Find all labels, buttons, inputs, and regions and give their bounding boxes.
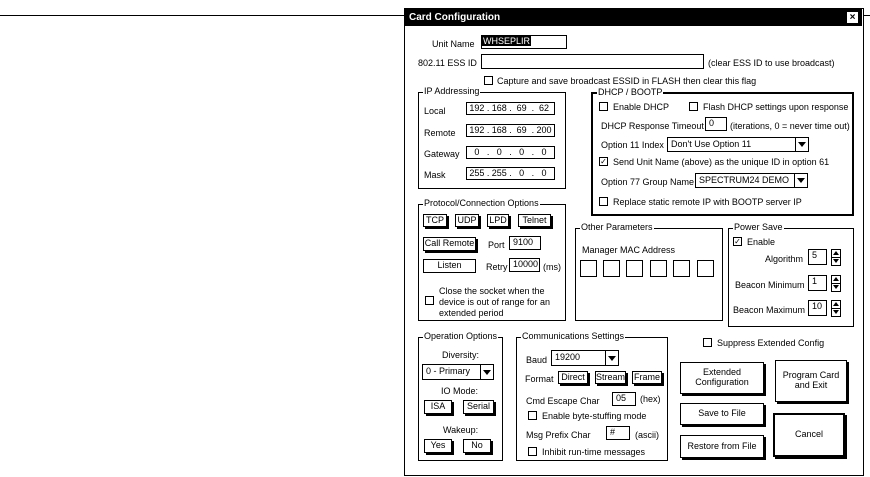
power-save-enable-checkbox[interactable]: ✓ xyxy=(734,237,741,246)
ip-octet: 69 xyxy=(516,103,527,113)
dhcp-timeout-input[interactable]: 0 xyxy=(705,117,727,131)
extended-config-label-1: Extended xyxy=(702,367,742,378)
baud-value: 19200 xyxy=(555,352,581,362)
retry-label: Retry xyxy=(486,262,508,272)
msg-prefix-input[interactable]: # xyxy=(606,426,630,440)
mac-octet-4-input[interactable] xyxy=(650,260,667,277)
close-socket-label-2: device is out of range for an xyxy=(439,297,551,307)
escape-char-input[interactable]: 05 xyxy=(612,392,636,406)
mask-label: Mask xyxy=(424,170,446,180)
mac-octet-5-input[interactable] xyxy=(673,260,690,277)
option77-value: SPECTRUM24 DEMO xyxy=(699,175,790,185)
ip-octet: 69 xyxy=(516,125,527,135)
listen-button[interactable]: Listen xyxy=(423,259,476,273)
option77-label: Option 77 Group Name xyxy=(601,177,695,187)
save-to-file-button[interactable]: Save to File xyxy=(680,403,764,425)
program-card-label-1: Program Card xyxy=(782,370,840,381)
ip-octet: 168 xyxy=(491,103,507,113)
ip-octet: 0 xyxy=(519,147,525,157)
escape-char-label: Cmd Escape Char xyxy=(526,396,600,406)
manager-mac-label: Manager MAC Address xyxy=(582,245,676,255)
ip-octet: 0 xyxy=(541,168,547,178)
algorithm-input[interactable]: 5 xyxy=(808,249,827,265)
unit-name-input[interactable] xyxy=(481,35,567,49)
chevron-down-icon[interactable] xyxy=(832,258,840,266)
replace-remote-ip-checkbox[interactable] xyxy=(599,197,608,206)
chevron-down-icon[interactable] xyxy=(605,351,618,365)
ess-id-hint: (clear ESS ID to use broadcast) xyxy=(708,58,835,68)
program-card-button[interactable] xyxy=(775,360,847,402)
lpd-button[interactable]: LPD xyxy=(487,214,509,227)
port-label: Port xyxy=(488,240,505,250)
wakeup-no-button[interactable]: No xyxy=(463,439,491,453)
format-frame-button[interactable]: Frame xyxy=(632,371,662,384)
option77-select[interactable] xyxy=(695,173,808,188)
option11-value: Don't Use Option 11 xyxy=(671,139,752,149)
ip-octet: 192 xyxy=(469,125,485,135)
restore-from-file-button[interactable]: Restore from File xyxy=(680,435,764,458)
extended-config-button[interactable] xyxy=(680,362,764,394)
chevron-down-icon[interactable] xyxy=(832,309,840,317)
retry-unit: (ms) xyxy=(543,262,561,272)
comm-settings-title: Communications Settings xyxy=(522,331,625,341)
beacon-max-input[interactable]: 10 xyxy=(808,300,827,316)
program-card-label-2: and Exit xyxy=(794,380,828,390)
beacon-min-label: Beacon Minimum xyxy=(735,280,805,290)
local-label: Local xyxy=(424,106,446,116)
inhibit-messages-checkbox[interactable] xyxy=(528,447,537,456)
capture-essid-checkbox[interactable] xyxy=(484,76,493,85)
retry-input[interactable]: 10000 xyxy=(509,258,540,272)
close-icon[interactable]: × xyxy=(847,12,858,23)
dhcp-timeout-hint: (iterations, 0 = never time out) xyxy=(730,121,850,131)
gateway-label: Gateway xyxy=(424,149,460,159)
remote-label: Remote xyxy=(424,128,456,138)
option11-select[interactable] xyxy=(667,137,809,152)
beacon-max-label: Beacon Maximum xyxy=(733,305,806,315)
power-save-title: Power Save xyxy=(734,222,783,232)
local-ip-input[interactable]: 192 . 168 . 69 . 62 xyxy=(466,102,555,115)
beacon-min-stepper[interactable] xyxy=(831,275,841,292)
tcp-button[interactable]: TCP xyxy=(423,214,447,227)
capture-essid-label: Capture and save broadcast ESSID in FLASH then clear this flag xyxy=(497,76,757,86)
send-unit-name-checkbox[interactable]: ✓ xyxy=(600,157,607,166)
ip-octet: 62 xyxy=(539,103,550,113)
beacon-min-input[interactable]: 1 xyxy=(808,275,827,291)
ip-octet: 200 xyxy=(536,125,552,135)
chevron-down-icon[interactable] xyxy=(832,284,840,292)
format-label: Format xyxy=(525,374,554,384)
ip-octet: 168 xyxy=(491,125,507,135)
dhcp-timeout-label: DHCP Response Timeout xyxy=(601,121,704,131)
suppress-extended-checkbox[interactable] xyxy=(703,338,712,347)
extended-config-label-2: Configuration xyxy=(695,377,749,387)
call-remote-button[interactable]: Call Remote xyxy=(423,237,476,251)
ip-octet: 192 xyxy=(469,103,485,113)
mac-octet-2-input[interactable] xyxy=(603,260,620,277)
ip-octet: 0 xyxy=(496,147,502,157)
mac-octet-1-input[interactable] xyxy=(580,260,597,277)
suppress-extended-label: Suppress Extended Config xyxy=(717,338,825,348)
diversity-label: Diversity: xyxy=(442,350,480,360)
remote-ip-input[interactable]: 192 . 168 . 69 . 200 xyxy=(466,124,555,137)
chevron-up-icon[interactable] xyxy=(832,250,840,258)
ip-octet: 255 xyxy=(491,168,507,178)
beacon-max-stepper[interactable] xyxy=(831,300,841,317)
byte-stuffing-checkbox[interactable] xyxy=(528,411,537,420)
diversity-value: 0 - Primary xyxy=(426,366,471,376)
escape-char-unit: (hex) xyxy=(640,394,661,404)
replace-remote-ip-label: Replace static remote IP with BOOTP server IP xyxy=(613,197,802,207)
ip-octet: 255 xyxy=(469,168,485,178)
close-socket-label-1: Close the socket when the xyxy=(439,286,545,296)
msg-prefix-label: Msg Prefix Char xyxy=(526,430,591,440)
operation-options-title: Operation Options xyxy=(424,331,498,341)
algorithm-stepper[interactable] xyxy=(831,249,841,266)
mac-octet-6-input[interactable] xyxy=(697,260,714,277)
unit-name-label: Unit Name xyxy=(432,39,475,49)
chevron-down-icon[interactable] xyxy=(795,138,808,151)
ip-octet: 0 xyxy=(474,147,480,157)
format-direct-button[interactable]: Direct xyxy=(558,371,588,384)
ip-addressing-title: IP Addressing xyxy=(424,86,480,96)
chevron-up-icon[interactable] xyxy=(832,276,840,284)
close-socket-checkbox[interactable] xyxy=(425,296,434,305)
ess-id-input[interactable] xyxy=(481,54,704,69)
algorithm-label: Algorithm xyxy=(765,254,804,264)
diversity-select[interactable] xyxy=(422,364,494,380)
other-params-title: Other Parameters xyxy=(581,222,653,232)
chevron-down-icon[interactable] xyxy=(480,365,493,379)
inhibit-messages-label: Inhibit run-time messages xyxy=(542,447,646,457)
serial-button[interactable]: Serial xyxy=(463,400,494,414)
ip-octet: 0 xyxy=(519,168,525,178)
telnet-button[interactable]: Telnet xyxy=(518,214,551,227)
enable-dhcp-label: Enable DHCP xyxy=(613,102,670,112)
wakeup-label: Wakeup: xyxy=(443,425,479,435)
protocol-title: Protocol/Connection Options xyxy=(424,198,539,208)
wakeup-yes-button[interactable]: Yes xyxy=(424,439,452,453)
send-unit-name-label: Send Unit Name (above) as the unique ID in option 61 xyxy=(613,157,830,167)
byte-stuffing-label: Enable byte-stuffing mode xyxy=(542,411,647,421)
port-input[interactable]: 9100 xyxy=(509,236,541,250)
udp-button[interactable]: UDP xyxy=(455,214,479,227)
flash-dhcp-label: Flash DHCP settings upon response xyxy=(703,102,849,112)
chevron-up-icon[interactable] xyxy=(832,301,840,309)
ip-octet: 0 xyxy=(541,147,547,157)
mask-ip-input[interactable]: 255 . 255 . 0 . 0 xyxy=(466,167,555,180)
title-bar xyxy=(404,9,862,26)
unit-name-value: WHSEPLIR xyxy=(483,36,531,46)
io-mode-label: IO Mode: xyxy=(441,386,479,396)
close-socket-label-3: extended period xyxy=(439,308,504,318)
option11-label: Option 11 Index xyxy=(601,140,664,150)
ess-id-label: 802.11 ESS ID xyxy=(418,58,477,68)
dialog-title: Card Configuration xyxy=(409,12,501,23)
format-stream-button[interactable]: Stream xyxy=(595,371,626,384)
mac-octet-3-input[interactable] xyxy=(626,260,643,277)
chevron-down-icon[interactable] xyxy=(794,174,807,187)
enable-dhcp-checkbox[interactable] xyxy=(599,102,608,111)
isa-button[interactable]: ISA xyxy=(424,400,452,414)
dhcp-title: DHCP / BOOTP xyxy=(598,87,663,97)
baud-select[interactable] xyxy=(551,350,619,366)
flash-dhcp-checkbox[interactable] xyxy=(689,102,698,111)
cancel-button[interactable]: Cancel xyxy=(773,413,845,457)
baud-label: Baud xyxy=(526,355,548,365)
gateway-ip-input[interactable]: 0 . 0 . 0 . 0 xyxy=(466,146,555,159)
msg-prefix-unit: (ascii) xyxy=(635,430,659,440)
power-save-enable-label: Enable xyxy=(747,237,776,247)
